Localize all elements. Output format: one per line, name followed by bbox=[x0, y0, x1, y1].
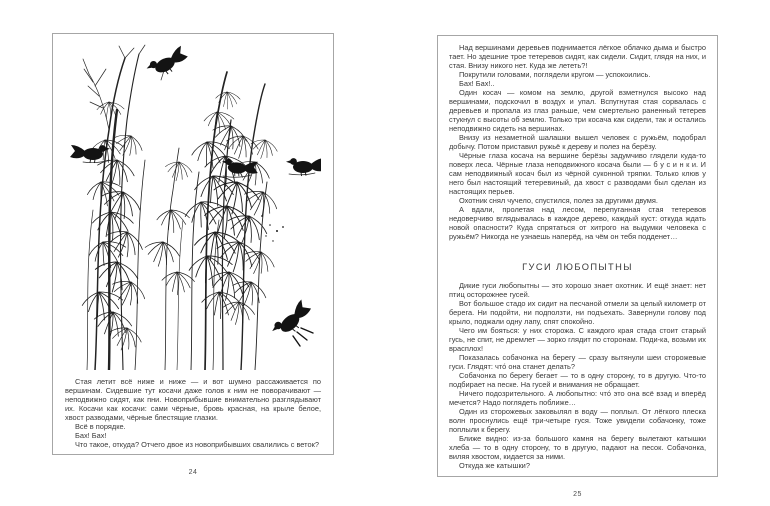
paragraph: Собачонка по берегу бегает — то в одну сторону, то в другую. Что-то подбирает на песке. На гусей и внимания не обращает. bbox=[449, 371, 706, 389]
paragraph: Откуда же катышки? bbox=[459, 461, 530, 470]
paragraph: Что такое, откуда? Отчего двое из новоприбывших свалились с веток? bbox=[75, 440, 319, 449]
paragraph: Всё в порядке. bbox=[75, 422, 126, 431]
paragraph: Внизу из незаметной шалашки вышел человек с ружьём, подобрал добычу. Потом приставил ружьё к дереву и полез на берёзу. bbox=[449, 133, 706, 151]
grouse-birds bbox=[70, 45, 321, 346]
feather-specks bbox=[261, 215, 284, 242]
paragraph: Чего им бояться: у них сторожа. С каждого края стада стоит старый гусь, не спит, не дремлет — зорко глядит по сторонам. Поди-ка, возьми их врасплох! bbox=[449, 326, 706, 353]
paragraph: Дикие гуси любопытны — это хорошо знает охотник. И ещё знает: нет птиц осторожнее гусей. bbox=[449, 281, 706, 299]
page-right-frame bbox=[437, 35, 718, 477]
page-left-frame bbox=[52, 33, 334, 455]
grouse-right-icon bbox=[286, 158, 321, 176]
paragraph: Бах! Бах!.. bbox=[459, 79, 495, 88]
paragraph: Покрутили головами, поглядели кругом — успокоились. bbox=[459, 70, 651, 79]
paragraph: Бах! Бах! bbox=[75, 431, 107, 440]
illustration-svg bbox=[65, 40, 321, 370]
page-number-left: 24 bbox=[188, 469, 198, 476]
paragraph: Вот большое стадо их сидит на песчаной отмели за целый километр от берега. Ни подойти, ни подползти, ни подъехать. Завернули голову под крыло, поджали одну лапу, спят спокойно. bbox=[449, 299, 706, 326]
paragraph: Один из сторожевых заковылял в воду — поплыл. От лёгкого плеска волн проснулись ещё три-четыре гуся. Тоже увидели собачонку, тоже поплыли к берегу. bbox=[449, 407, 706, 434]
paragraph: Один косач — комом на землю, другой взметнулся высоко над вершинами, подскочил в воздух и упал. Вспугнутая стая сорвалась с деревьев и пропала из глаз раньше, чем смертельно раненный тетерев стукнул с высоты об землю. Только три косача как сидели, так и остались неподвижно сидеть на вершинах. bbox=[449, 88, 706, 133]
paragraph: Показалась собачонка на берегу — сразу вытянули шеи сторожевые гуси. Глядят: чтó она станет делать? bbox=[449, 353, 706, 371]
page-right bbox=[437, 35, 718, 498]
page-left-text bbox=[65, 377, 321, 449]
page-number-right: 25 bbox=[573, 491, 582, 498]
page-left bbox=[52, 33, 334, 476]
section-heading: ГУСИ ЛЮБОПЫТНЫ bbox=[522, 262, 633, 272]
paragraph: Стая летит всё ниже и ниже — и вот шумно рассаживается по вершинам. Сидевшие тут косачи даже голов к ним не поворачивают — неподвижно сидят, как пни. Новоприбывшие внимательно разглядывают их. Косачи как косачи: сами чёрные, бровь красная, на крыле белое, хвост разводами, чёрные блестящие глазки. bbox=[65, 377, 321, 422]
illustration-grouse-on-birches bbox=[65, 40, 321, 370]
grouse-top-icon bbox=[145, 45, 191, 81]
paragraph: Ничего подозрительного. А любопытно: чтó это она всё взад и вперёд мечется? Надо поглядеть поближе… bbox=[449, 389, 706, 407]
paragraph: Чёрные глаза косача на вершине берёзы задумчиво глядели куда-то поверх леса. Чёрные глаза неподвижного косача были — б у с и н к и. И сам неподвижный косач был из чёрной суконной тряпки. Только клюв у него был настоящий тетеревиный, да хвост с разводами был сделан из настоящих перьев. bbox=[449, 151, 706, 196]
page-right-text bbox=[449, 43, 706, 470]
grouse-left-icon bbox=[70, 145, 110, 163]
paragraph: А вдали, пролетая над лесом, перепуганная стая тетеревов недоверчиво вглядывалась в каждое дерево, каждый куст: откуда ждать новой опасности? Куда спрятаться от хитрого на выдумки человека с ружьём? Никогда не узнаешь наперёд, на чём он тебя подденет… bbox=[449, 205, 706, 241]
paragraph: Над вершинами деревьев поднимается лёгкое облачко дыма и быстро тает. Но здешние трое тетеревов сидят, как сидели. Сидит, глядя на них, и стая. Внизу никого нет. Куда же лететь?! bbox=[449, 43, 706, 70]
paragraph: Ближе видно: из-за большого камня на берегу вылетают катышки хлеба — то в одну сторону, то в другую, падают на песок. Собачонка, виляя хвостом, кидается за ними. bbox=[449, 434, 706, 461]
paragraph: Охотник снял чучело, спустился, полез за другими двумя. bbox=[459, 196, 658, 205]
